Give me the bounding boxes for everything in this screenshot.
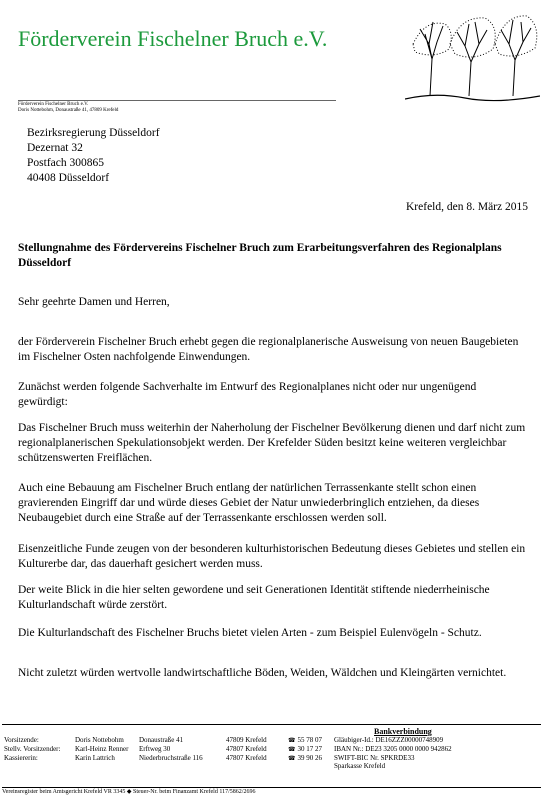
body-paragraph: Zunächst werden folgende Sachverhalte im Entwurf des Regionalplanes nicht oder nur ungenügend gewürdigt: bbox=[18, 381, 477, 408]
body-paragraph: Nicht zuletzt würden wertvolle landwirtschaftliche Böden, Weiden, Wäldchen und Kleingärten vernichtet. bbox=[18, 667, 507, 679]
bank-line: Sparkasse Krefeld bbox=[334, 762, 386, 770]
letter-footer bbox=[2, 724, 541, 788]
salutation: Sehr geehrte Damen und Herren, bbox=[18, 296, 170, 308]
willow-trees-logo bbox=[405, 4, 540, 104]
registry-info bbox=[2, 788, 255, 795]
body-paragraph: Eisenzeitliche Funde zeugen von der besonderen kulturhistorischen Bedeutung dieses Gebietes und stellen ein Kulturerbe dar, das dauerhaft gesichert werden muss. bbox=[18, 543, 526, 570]
letter-subject: Stellungnahme des Fördervereins Fischelner Bruch zum Erarbeitungsverfahren des Regionalplans Düsseldorf bbox=[18, 242, 502, 269]
letterhead-title: Förderverein Fischelner Bruch e.V. bbox=[18, 26, 328, 51]
board-role: Stellv. Vorsitzender: bbox=[4, 745, 61, 753]
board-phone: ☎ 55 78 07 bbox=[288, 736, 322, 746]
board-name: Karl-Heinz Renner bbox=[75, 745, 129, 753]
board-city: 47807 Krefeld bbox=[226, 754, 267, 762]
bank-line: Gläubiger-Id.: DE16ZZZ00000748909 bbox=[334, 736, 444, 744]
recipient-address bbox=[27, 126, 160, 186]
body-paragraph: der Förderverein Fischelner Bruch erhebt gegen die regionalplanerische Ausweisung von neuen Baugebieten im Fischelner Osten nachfolgende Einwendungen. bbox=[18, 336, 519, 363]
registry-court: Vereinsregister beim Amtsgericht Krefeld VR 3345 bbox=[2, 789, 126, 795]
body-paragraph: Das Fischelner Bruch muss weiterhin der Naherholung der Fischelner Bevölkerung dienen und darf nicht zum regionalplanerischen Spekulationsobjekt werden. Der Krefelder Süden besitzt keine weiteren vergleichbar schützenswerten Freiflächen. bbox=[18, 422, 526, 464]
sender-address: Doris Nottebohm, Donaustraße 41, 47809 Krefeld bbox=[18, 108, 119, 113]
body-paragraph: Die Kulturlandschaft des Fischelner Bruchs bietet vielen Arten - zum Beispiel Eulenvögeln - Schutz. bbox=[18, 627, 482, 639]
body-paragraph: Auch eine Bebauung am Fischelner Bruch entlang der natürlichen Terrassenkante stellt schon einen gravierenden Eingriff dar und würde dieses Gebiet der Natur unwiederbringlich entziehen, da dieses Neubaugebiet durch eine Straße auf der Terrassenkante erschlossen werden soll. bbox=[18, 482, 480, 524]
board-city: 47807 Krefeld bbox=[226, 745, 267, 753]
letter-date: Krefeld, den 8. März 2015 bbox=[406, 201, 528, 213]
bank-line: IBAN Nr.: DE23 3205 0000 0000 942862 bbox=[334, 745, 452, 753]
board-phone: ☎ 30 17 27 bbox=[288, 745, 322, 755]
recipient-line: Bezirksregierung Düsseldorf bbox=[27, 127, 160, 139]
registry-tax: Steuer-Nr. beim Finanzamt Krefeld 117/5862/2696 bbox=[133, 789, 256, 795]
bank-title: Bankverbindung bbox=[374, 727, 432, 736]
recipient-line: Postfach 300865 bbox=[27, 157, 104, 169]
body-paragraph: Der weite Blick in die hier selten gewordene und seit Generationen Identität stiftende niederrheinische Kulturlandschaft würde zerstört. bbox=[18, 584, 490, 611]
board-street: Donaustraße 41 bbox=[139, 736, 184, 744]
recipient-line: Dezernat 32 bbox=[27, 142, 83, 154]
diamond-separator-icon: ◆ bbox=[126, 789, 133, 795]
board-role: Kassiererin: bbox=[4, 754, 38, 762]
board-name: Karin Lattrich bbox=[75, 754, 115, 762]
board-street: Erftweg 30 bbox=[139, 745, 171, 753]
sender-line-divider bbox=[18, 100, 336, 101]
board-phone: ☎ 39 90 26 bbox=[288, 754, 322, 764]
bank-line: SWIFT-BIC Nr. SPKRDE33 bbox=[334, 754, 415, 762]
board-street: Niederbruchstraße 116 bbox=[139, 754, 203, 762]
sender-name: Förderverein Fischelner Bruch e.V. bbox=[18, 102, 89, 107]
board-role: Vorsitzende: bbox=[4, 736, 39, 744]
recipient-line: 40408 Düsseldorf bbox=[27, 172, 110, 184]
board-name: Doris Nottebohm bbox=[75, 736, 124, 744]
board-city: 47809 Krefeld bbox=[226, 736, 267, 744]
